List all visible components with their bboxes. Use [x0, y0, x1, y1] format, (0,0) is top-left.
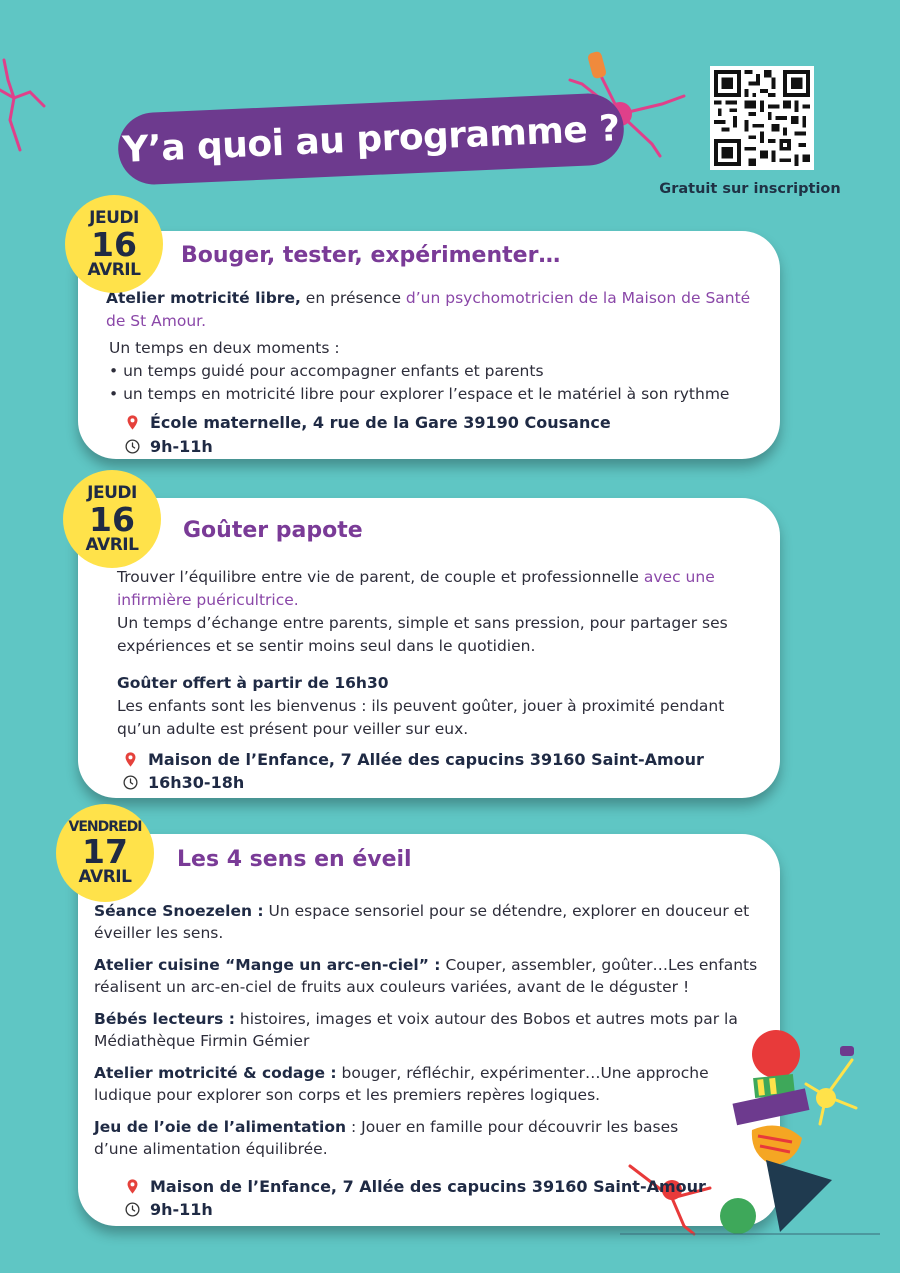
- snack-offer: Goûter offert à partir de 16h30: [117, 674, 389, 692]
- event-time-3: [124, 1200, 213, 1219]
- bullet-item: • un temps guidé pour accompagner enfants et parents: [109, 362, 544, 380]
- event-title-2: Goûter papote: [183, 518, 363, 543]
- event-time-2: [122, 773, 244, 792]
- date-month: AVRIL: [78, 867, 132, 887]
- date-badge-2: [63, 470, 161, 568]
- stacked-shapes-decoration: [620, 1020, 880, 1250]
- p1-text: Trouver l’équilibre entre vie de parent, de couple et professionnelle: [117, 568, 644, 586]
- page-title: Y’a quoi au programme ?: [121, 107, 621, 171]
- location-text: Maison de l’Enfance, 7 Allée des capucins 39160 Saint-Amour: [148, 750, 704, 769]
- activity-text: bouger, réfléchir, expérimenter…Une approche ludique pour explorer son corps et les premiers repères logiques.: [94, 1064, 709, 1104]
- qr-caption: Gratuit sur inscription: [659, 181, 841, 197]
- p1-purple: avec une infirmière puéricultrice.: [117, 568, 715, 609]
- time-text: 9h-11h: [150, 1200, 213, 1219]
- event-body-1: [106, 287, 756, 406]
- event-title-1: Bouger, tester, expérimenter…: [181, 243, 561, 268]
- activity-name: Atelier motricité & codage :: [94, 1064, 337, 1082]
- date-dow: JEUDI: [89, 207, 139, 228]
- event-location-3: [124, 1177, 706, 1196]
- bullet-item: • un temps en motricité libre pour explorer l’espace et le matériel à son rythme: [109, 385, 730, 403]
- date-badge-1: [65, 195, 163, 293]
- stick-figure-decoration-left: [0, 50, 60, 160]
- location-text: Maison de l’Enfance, 7 Allée des capucins 39160 Saint-Amour: [150, 1177, 706, 1196]
- qr-code-graphic: [714, 70, 810, 166]
- location-text: École maternelle, 4 rue de la Gare 39190 Cousance: [150, 413, 611, 432]
- clock-icon: [124, 1201, 141, 1218]
- activity-text: Couper, assembler, goûter…Les enfants réalisent un arc-en-ciel de fruits aux couleurs variées, avant de le déguster !: [94, 956, 758, 996]
- qr-code[interactable]: [710, 66, 814, 170]
- activity-name: Bébés lecteurs :: [94, 1010, 235, 1028]
- time-text: 16h30-18h: [148, 773, 245, 792]
- date-month: AVRIL: [85, 534, 139, 555]
- event-body-2: [117, 566, 767, 741]
- clock-icon: [124, 438, 141, 455]
- date-badge-3: [56, 804, 154, 902]
- clock-icon: [122, 774, 139, 791]
- date-dow: JEUDI: [87, 482, 137, 503]
- date-month: AVRIL: [87, 259, 141, 280]
- activity-name: Séance Snoezelen :: [94, 902, 264, 920]
- activity-text: histoires, images et voix autour des Bobos et autres mots par la Médiathèque Firmin Gémier: [94, 1010, 738, 1050]
- event-paragraph: Un temps d’échange entre parents, simple et sans pression, pour partager ses expériences et se sentir moins seul dans le quotidien.: [117, 614, 728, 655]
- activity-name: Atelier cuisine “Mange un arc-en-ciel” :: [94, 956, 441, 974]
- lead-bold: Atelier motricité libre,: [106, 289, 301, 307]
- location-pin-icon: [122, 751, 139, 768]
- date-day: 17: [82, 832, 128, 871]
- time-text: 9h-11h: [150, 437, 213, 456]
- lead-purple: d’un psychomotricien de la Maison de Santé de St Amour.: [106, 289, 751, 330]
- activity-text: Un espace sensoriel pour se détendre, explorer en douceur et éveiller les sens.: [94, 902, 750, 942]
- event-location-1: [124, 413, 611, 432]
- location-pin-icon: [124, 1178, 141, 1195]
- page-title-pill: [117, 92, 626, 186]
- date-day: 16: [91, 224, 137, 264]
- event-title-3: Les 4 sens en éveil: [177, 847, 412, 872]
- date-day: 16: [89, 499, 135, 539]
- activity-text: : Jouer en famille pour découvrir les bases d’une alimentation équilibrée.: [94, 1118, 679, 1158]
- event-paragraph: Les enfants sont les bienvenus : ils peuvent goûter, jouer à proximité pendant qu’un adulte est présent pour veiller sur eux.: [117, 697, 725, 738]
- date-dow: VENDREDI: [68, 819, 142, 835]
- activity-name: Jeu de l’oie de l’alimentation: [94, 1118, 347, 1136]
- event-location-2: [122, 750, 704, 769]
- lead-text: en présence: [300, 289, 406, 307]
- event-time-1: [124, 437, 213, 456]
- location-pin-icon: [124, 414, 141, 431]
- event-line: Un temps en deux moments :: [109, 339, 340, 357]
